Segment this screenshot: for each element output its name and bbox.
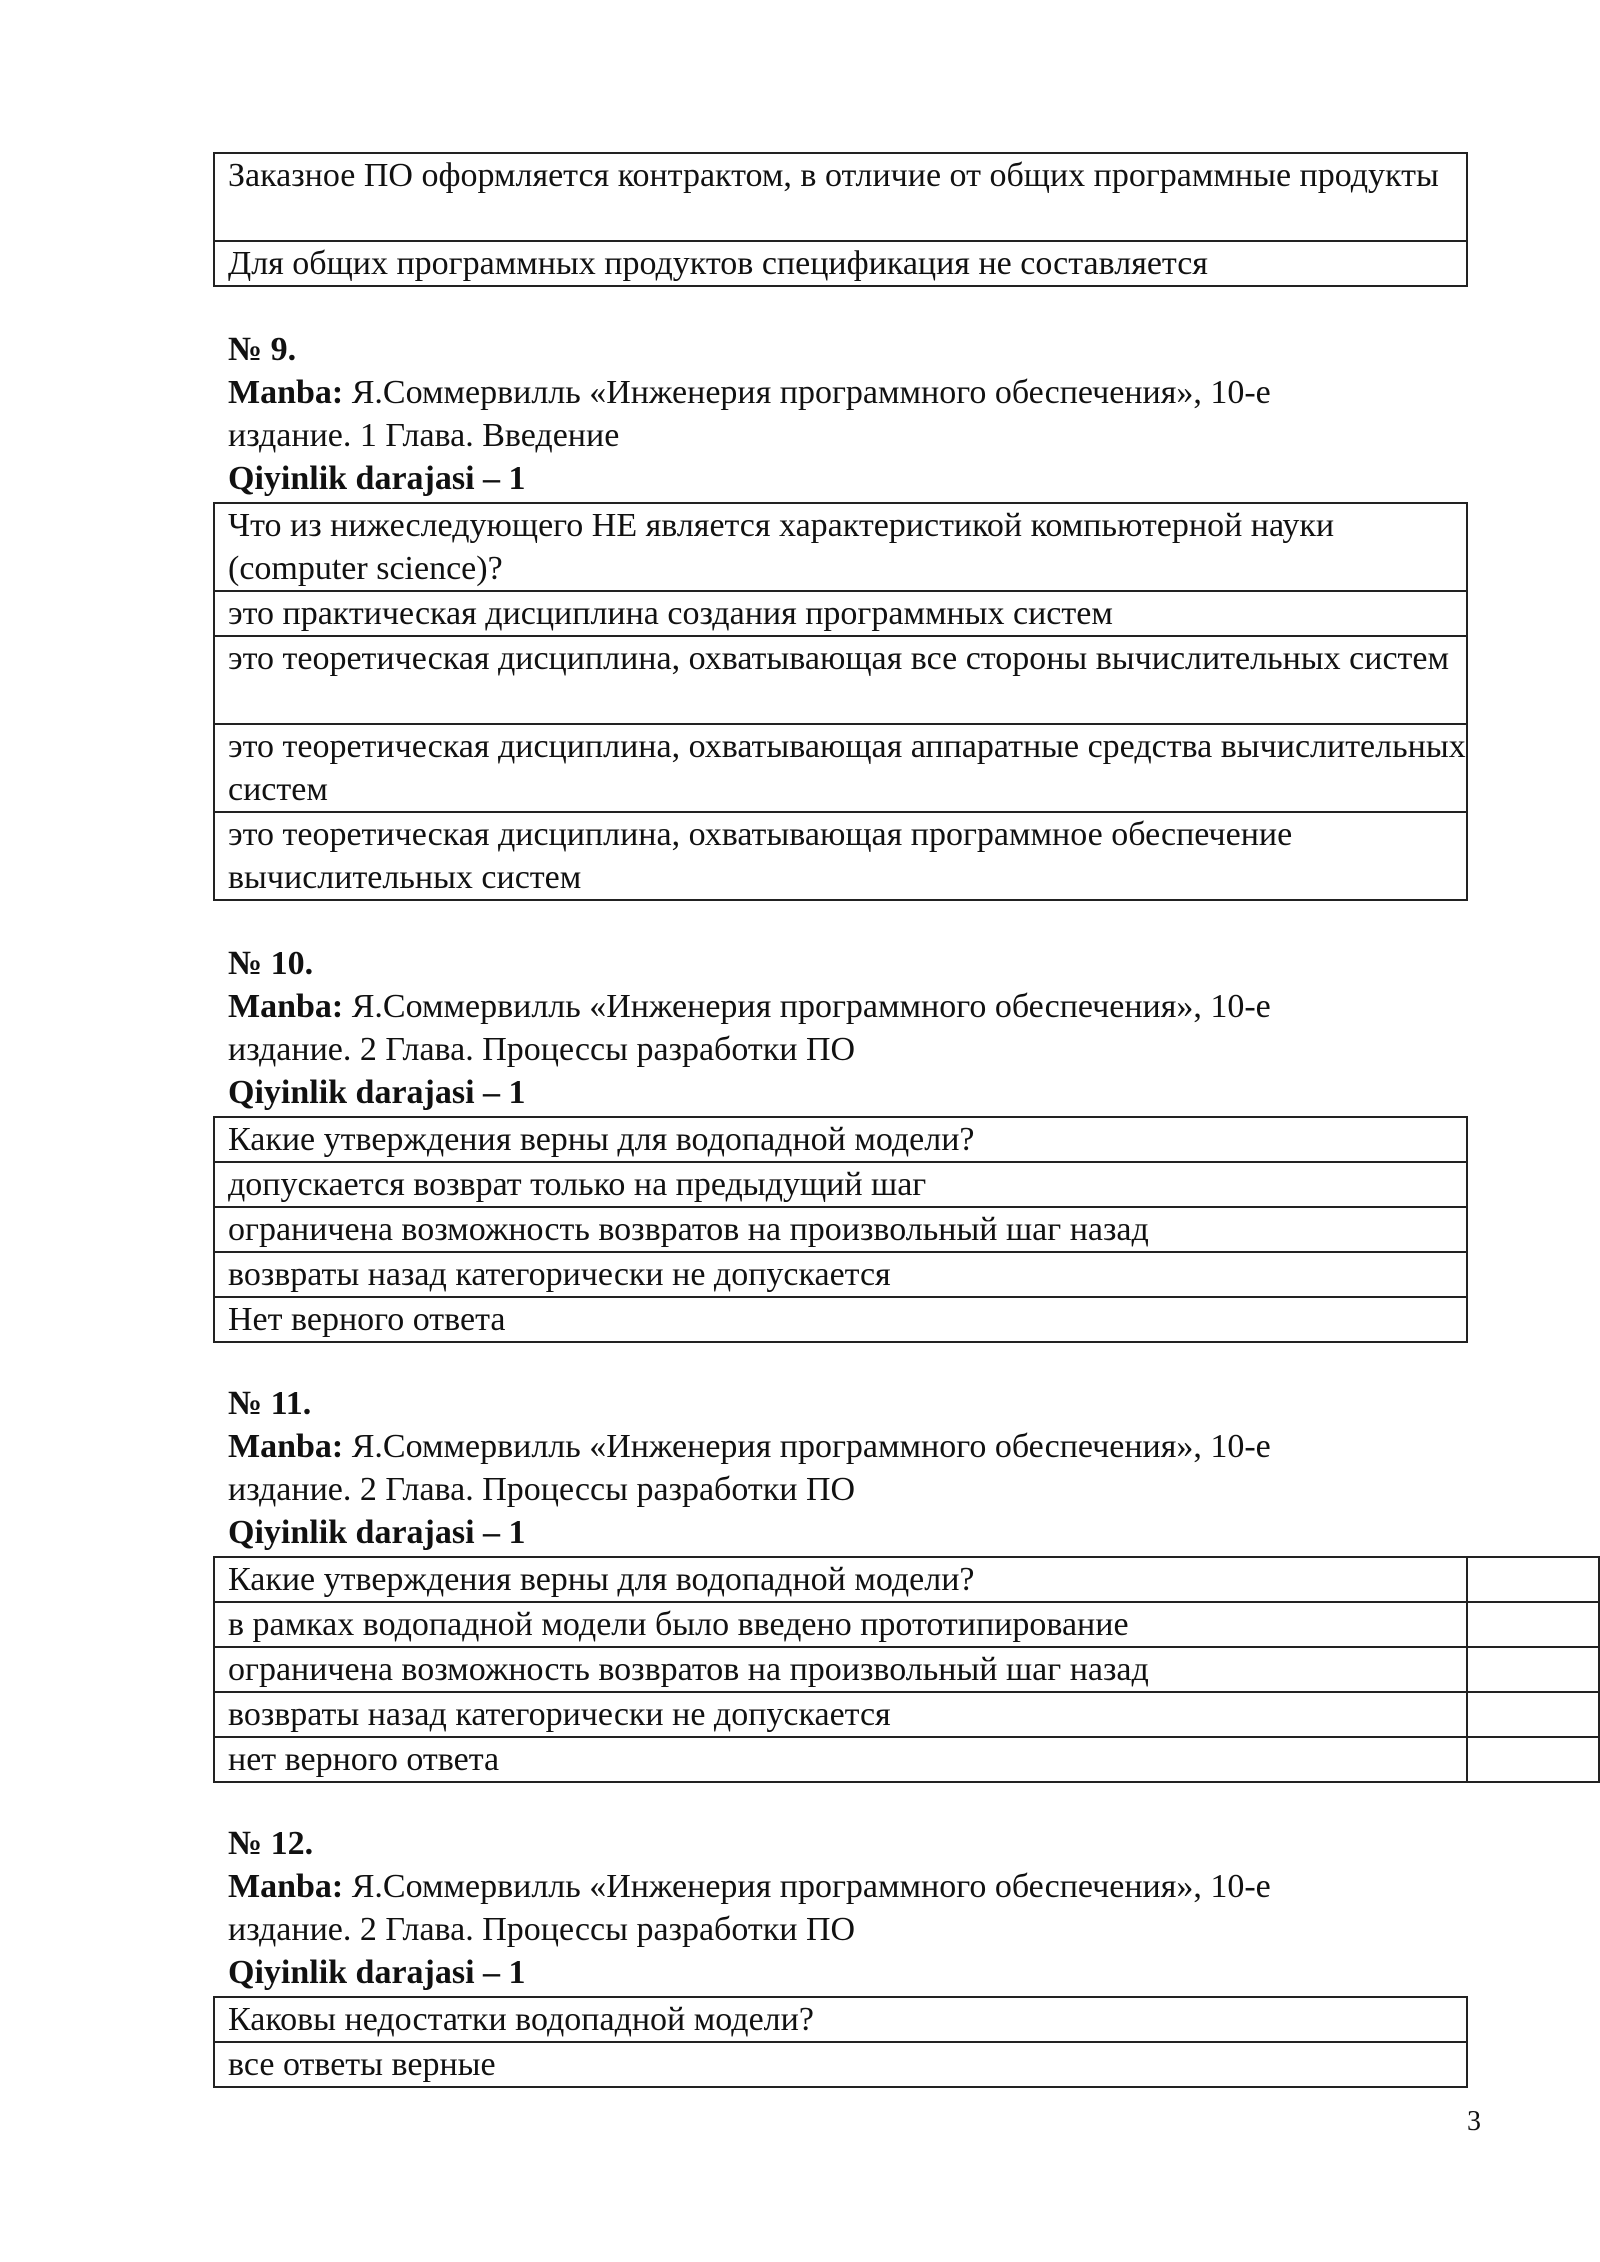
empty-cell <box>1467 1602 1599 1647</box>
source-line <box>228 1425 1408 1468</box>
continuation-table <box>213 152 1468 287</box>
table-row <box>214 1557 1599 1602</box>
table-row <box>214 1647 1599 1692</box>
question-number: № 10. <box>228 945 314 982</box>
table-row <box>214 503 1467 591</box>
table-row <box>214 1207 1467 1252</box>
question-text: Какие утверждения верны для водопадной модели? <box>214 1557 1467 1602</box>
answer-option: это теоретическая дисциплина, охватывающая все стороны вычислительных систем <box>214 636 1467 724</box>
table-row <box>214 591 1467 636</box>
question-header-11 <box>228 1382 1408 1554</box>
difficulty-level: Qiyinlik darajasi – 1 <box>228 1074 526 1111</box>
question-text: Каковы недостатки водопадной модели? <box>214 1997 1467 2042</box>
table-row <box>214 1162 1467 1207</box>
difficulty-level: Qiyinlik darajasi – 1 <box>228 1954 526 1991</box>
table-row <box>214 1252 1467 1297</box>
question-header-10 <box>228 942 1408 1114</box>
source-text-continued: издание. 1 Глава. Введение <box>228 417 620 454</box>
source-label: Manba: <box>228 1868 344 1905</box>
source-text: Я.Соммервилль «Инженерия программного обеспечения», 10-е <box>343 988 1271 1025</box>
table-row <box>214 636 1467 724</box>
question-header-12 <box>228 1822 1408 1994</box>
answer-option: в рамках водопадной модели было введено прототипирование <box>214 1602 1467 1647</box>
table-row <box>214 1737 1599 1782</box>
answer-option: все ответы верные <box>214 2042 1467 2087</box>
answer-option: Для общих программных продуктов спецификация не составляется <box>214 241 1467 286</box>
source-text: Я.Соммервилль «Инженерия программного обеспечения», 10-е <box>343 1868 1271 1905</box>
answer-option: это практическая дисциплина создания программных систем <box>214 591 1467 636</box>
table-row <box>214 724 1467 812</box>
difficulty-level: Qiyinlik darajasi – 1 <box>228 460 526 497</box>
table-row <box>214 1297 1467 1342</box>
table-row <box>214 1692 1599 1737</box>
answer-option: это теоретическая дисциплина, охватывающая программное обеспечение вычислительных систем <box>214 812 1467 900</box>
empty-cell <box>1467 1557 1599 1602</box>
question-table-9 <box>213 502 1468 901</box>
question-number: № 12. <box>228 1825 314 1862</box>
question-table-11 <box>213 1556 1600 1783</box>
difficulty-level: Qiyinlik darajasi – 1 <box>228 1514 526 1551</box>
question-number: № 9. <box>228 331 297 368</box>
answer-option: Нет верного ответа <box>214 1297 1467 1342</box>
table-row <box>214 1602 1599 1647</box>
answer-option: допускается возврат только на предыдущий шаг <box>214 1162 1467 1207</box>
table-row <box>214 1117 1467 1162</box>
source-text: Я.Соммервилль «Инженерия программного обеспечения», 10-е <box>343 1428 1271 1465</box>
question-text: Что из нижеследующего НЕ является характеристикой компьютерной науки (computer science)? <box>214 503 1467 591</box>
source-text-continued: издание. 2 Глава. Процессы разработки ПО <box>228 1911 856 1948</box>
source-line <box>228 371 1408 414</box>
question-text: Какие утверждения верны для водопадной модели? <box>214 1117 1467 1162</box>
question-header-9 <box>228 328 1408 500</box>
page-number: 3 <box>1467 2106 1481 2137</box>
answer-option: это теоретическая дисциплина, охватывающая аппаратные средства вычислительных систем <box>214 724 1467 812</box>
answer-option: возвраты назад категорически не допускается <box>214 1252 1467 1297</box>
answer-option: ограничена возможность возвратов на произвольный шаг назад <box>214 1207 1467 1252</box>
source-text-continued: издание. 2 Глава. Процессы разработки ПО <box>228 1031 856 1068</box>
source-line <box>228 1865 1408 1908</box>
question-number: № 11. <box>228 1385 312 1422</box>
empty-cell <box>1467 1647 1599 1692</box>
table-row <box>214 812 1467 900</box>
source-text: Я.Соммервилль «Инженерия программного обеспечения», 10-е <box>343 374 1271 411</box>
question-table-12 <box>213 1996 1468 2088</box>
source-label: Manba: <box>228 374 344 411</box>
question-table-10 <box>213 1116 1468 1343</box>
answer-option: Заказное ПО оформляется контрактом, в отличие от общих программные продукты <box>214 153 1467 241</box>
empty-cell <box>1467 1692 1599 1737</box>
answer-option: нет верного ответа <box>214 1737 1467 1782</box>
table-row <box>214 153 1467 241</box>
table-row <box>214 1997 1467 2042</box>
table-row <box>214 241 1467 286</box>
answer-option: возвраты назад категорически не допускается <box>214 1692 1467 1737</box>
table-row <box>214 2042 1467 2087</box>
answer-option: ограничена возможность возвратов на произвольный шаг назад <box>214 1647 1467 1692</box>
source-line <box>228 985 1408 1028</box>
source-label: Manba: <box>228 1428 344 1465</box>
empty-cell <box>1467 1737 1599 1782</box>
source-label: Manba: <box>228 988 344 1025</box>
source-text-continued: издание. 2 Глава. Процессы разработки ПО <box>228 1471 856 1508</box>
